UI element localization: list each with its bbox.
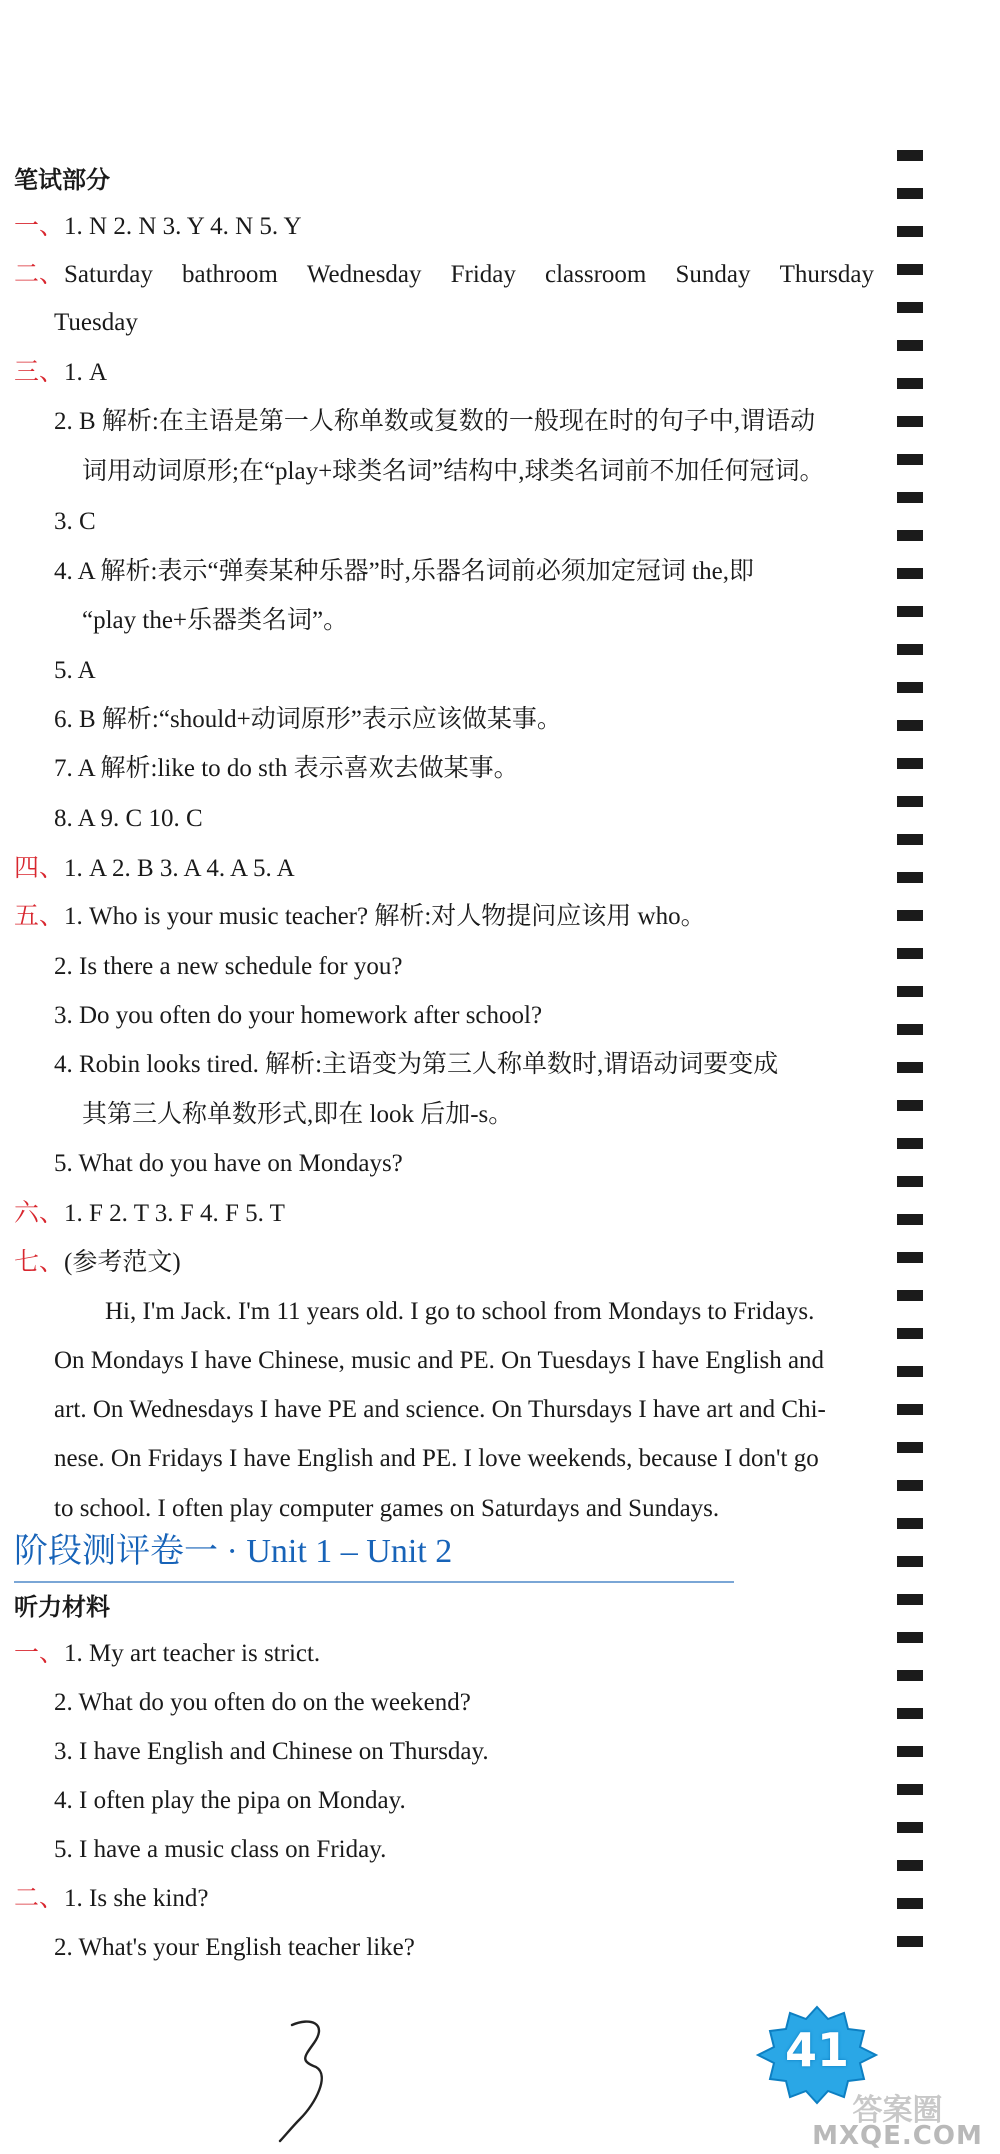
answer-line: [14, 1882, 208, 1916]
binding-mark: [897, 1518, 923, 1529]
answer-line: [14, 1246, 181, 1280]
line-text: 1. N 2. N 3. Y 4. N 5. Y: [64, 213, 302, 240]
line-text: Tuesday: [54, 309, 138, 336]
answer-line: [54, 1048, 778, 1082]
section-title-underline: [14, 1581, 734, 1583]
answer-line: [14, 900, 706, 934]
binding-mark: [897, 1214, 923, 1225]
line-text: 其第三人称单数形式,即在 look 后加-s。: [82, 1101, 514, 1128]
binding-mark: [897, 150, 923, 161]
answer-line: [105, 1295, 814, 1329]
binding-mark: [897, 644, 923, 655]
line-text: 1. Who is your music teacher? 解析:对人物提问应该用 who。: [64, 903, 706, 930]
answer-line: [54, 1492, 719, 1526]
answer-line: [54, 1784, 406, 1818]
watermark-en: MXQE.COM: [812, 2121, 983, 2151]
answer-line: [14, 852, 295, 886]
section-title: 阶段测评卷一 · Unit 1 – Unit 2: [14, 1533, 453, 1570]
word-list: [64, 258, 874, 292]
answer-line: [54, 505, 96, 539]
line-text: 5. A: [54, 657, 96, 684]
line-text: 笔试部分: [14, 166, 110, 194]
answer-line: [82, 604, 348, 638]
answer-line: [54, 999, 542, 1033]
binding-mark: [897, 416, 923, 427]
watermark-logo: [800, 2085, 995, 2151]
binding-mark: [897, 1632, 923, 1643]
binding-mark: [897, 1366, 923, 1377]
answer-line: [54, 1393, 826, 1427]
binding-mark: [897, 1670, 923, 1681]
binding-mark: [897, 226, 923, 237]
binding-mark: [897, 1442, 923, 1453]
binding-mark: [897, 948, 923, 959]
answer-line: [82, 455, 825, 489]
line-text: 1. My art teacher is strict.: [64, 1640, 321, 1667]
watermark-cn: 答案圈: [852, 2093, 943, 2128]
binding-mark: [897, 302, 923, 313]
line-text: 2. B 解析:在主语是第一人称单数或复数的一般现在时的句子中,谓语动: [54, 408, 816, 435]
handwritten-scribble: [270, 2015, 340, 2145]
binding-mark: [897, 1594, 923, 1605]
line-text: 2. Is there a new schedule for you?: [54, 953, 403, 980]
word-item: bathroom: [181, 261, 278, 288]
binding-mark: [897, 530, 923, 541]
line-text: nese. On Fridays I have English and PE. I love weekends, because I don't go: [54, 1445, 819, 1472]
binding-mark: [897, 492, 923, 503]
question-section-label: 七、: [14, 1249, 65, 1276]
binding-mark: [897, 606, 923, 617]
line-text: to school. I often play computer games on Saturdays and Sundays.: [54, 1495, 720, 1522]
line-text: 词用动词原形;在“play+球类名词”结构中,球类名词前不加任何冠词。: [82, 458, 825, 485]
binding-mark: [897, 1290, 923, 1301]
binding-mark: [897, 682, 923, 693]
word-item: Saturday: [64, 261, 153, 288]
answer-line: [54, 405, 815, 439]
line-text: 1. A: [64, 359, 108, 386]
answer-line: [14, 1197, 285, 1231]
word-item: classroom: [545, 261, 647, 288]
answer-line: [54, 1735, 489, 1769]
binding-mark: [897, 1480, 923, 1491]
binding-mark: [897, 1100, 923, 1111]
binding-mark: [897, 796, 923, 807]
answer-line: [54, 950, 402, 984]
line-text: 3. I have English and Chinese on Thursday.: [54, 1738, 489, 1765]
question-section-label: 三、: [14, 359, 65, 386]
answer-line: [54, 802, 203, 836]
line-text: “play the+乐器类名词”。: [82, 607, 349, 634]
question-section-label: 二、: [14, 261, 65, 288]
answer-line: [54, 306, 138, 340]
question-section-label: 四、: [14, 855, 65, 882]
answer-line: [54, 1931, 415, 1965]
binding-mark: [897, 872, 923, 883]
binding-mark: [897, 1024, 923, 1035]
answer-line: [54, 1686, 471, 1720]
binding-mark: [897, 1404, 923, 1415]
line-text: 7. A 解析:like to do sth 表示喜欢去做某事。: [54, 755, 519, 782]
answer-line: [14, 210, 302, 244]
question-section-label: 一、: [14, 1640, 65, 1667]
answer-line: [14, 1590, 110, 1624]
line-text: 听力材料: [14, 1593, 110, 1621]
answer-line: [54, 1442, 819, 1476]
binding-mark: [897, 1936, 923, 1947]
line-text: 6. B 解析:“should+动词原形”表示应该做某事。: [54, 706, 562, 733]
line-text: 3. C: [54, 508, 96, 535]
question-section-label: 五、: [14, 903, 65, 930]
question-section-label: 一、: [14, 213, 65, 240]
binding-mark: [897, 568, 923, 579]
line-text: 1. A 2. B 3. A 4. A 5. A: [64, 855, 295, 882]
word-item: Friday: [450, 261, 516, 288]
binding-mark: [897, 1062, 923, 1073]
answer-line: [54, 703, 562, 737]
binding-mark: [897, 1784, 923, 1795]
binding-mark: [897, 910, 923, 921]
answer-line: [14, 258, 874, 292]
binding-mark: [897, 188, 923, 199]
binding-mark: [897, 720, 923, 731]
line-text: 1. Is she kind?: [64, 1885, 209, 1912]
binding-mark: [897, 1746, 923, 1757]
line-text: art. On Wednesdays I have PE and science. On Thursdays I have art and Chi-: [54, 1396, 826, 1423]
line-text: (参考范文): [64, 1249, 181, 1276]
word-item: Wednesday: [306, 261, 422, 288]
binding-mark: [897, 1138, 923, 1149]
binding-marks: [897, 150, 923, 1970]
line-text: Hi, I'm Jack. I'm 11 years old. I go to school from Mondays to Fridays.: [105, 1298, 815, 1325]
line-text: On Mondays I have Chinese, music and PE. On Tuesdays I have English and: [54, 1347, 825, 1374]
binding-mark: [897, 1176, 923, 1187]
line-text: 3. Do you often do your homework after school?: [54, 1002, 543, 1029]
line-text: 2. What's your English teacher like?: [54, 1934, 415, 1961]
question-section-label: 六、: [14, 1200, 65, 1227]
binding-mark: [897, 986, 923, 997]
answer-line: [54, 555, 754, 589]
page-number: 41: [784, 2023, 849, 2077]
binding-mark: [897, 454, 923, 465]
line-text: 8. A 9. C 10. C: [54, 805, 203, 832]
binding-mark: [897, 1708, 923, 1719]
answer-line: [54, 1833, 386, 1867]
binding-mark: [897, 378, 923, 389]
line-text: 2. What do you often do on the weekend?: [54, 1689, 471, 1716]
line-text: 4. A 解析:表示“弹奏某种乐器”时,乐器名词前必须加定冠词 the,即: [54, 558, 754, 585]
line-text: 4. I often play the pipa on Monday.: [54, 1787, 406, 1814]
answer-line: [54, 1147, 403, 1181]
line-text: 5. What do you have on Mondays?: [54, 1150, 403, 1177]
answer-line: [14, 163, 110, 197]
line-text: 5. I have a music class on Friday.: [54, 1836, 387, 1863]
binding-mark: [897, 1252, 923, 1263]
binding-mark: [897, 264, 923, 275]
answer-line: [54, 752, 519, 786]
answer-line: [14, 1637, 320, 1671]
binding-mark: [897, 1860, 923, 1871]
word-item: Thursday: [779, 261, 874, 288]
line-text: 4. Robin looks tired. 解析:主语变为第三人称单数时,谓语动词要变成: [54, 1051, 779, 1078]
answer-line: [82, 1098, 513, 1132]
line-text: 1. F 2. T 3. F 4. F 5. T: [64, 1200, 285, 1227]
binding-mark: [897, 1328, 923, 1339]
binding-mark: [897, 1822, 923, 1833]
binding-mark: [897, 834, 923, 845]
question-section-label: 二、: [14, 1885, 65, 1912]
binding-mark: [897, 758, 923, 769]
answer-line: [14, 356, 107, 390]
binding-mark: [897, 1898, 923, 1909]
word-item: Sunday: [675, 261, 751, 288]
binding-mark: [897, 1556, 923, 1567]
answer-line: [54, 1344, 824, 1378]
answer-line: [54, 654, 96, 688]
binding-mark: [897, 340, 923, 351]
